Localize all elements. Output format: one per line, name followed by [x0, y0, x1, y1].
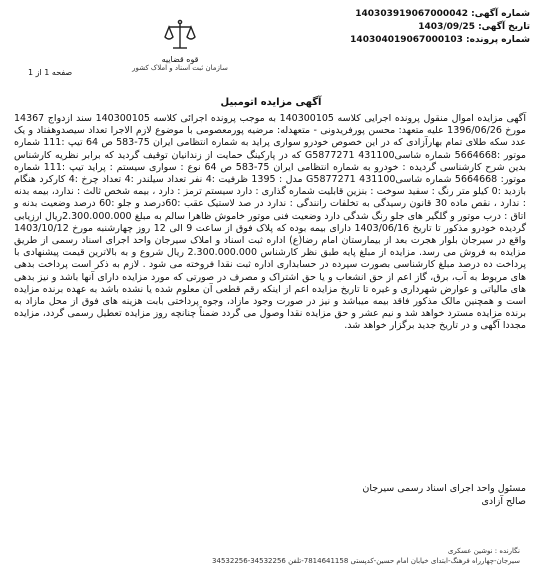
- ad-date: تاریخ آگهی: 1403/09/25: [418, 22, 530, 32]
- page-number: صفحه 1 از 1: [28, 68, 73, 77]
- signature-title: مسئول واحد اجرای اسناد رسمی سیرجان: [362, 483, 526, 494]
- signature-name: صالح آزادی: [481, 496, 526, 507]
- scales-of-justice-icon: [162, 18, 198, 54]
- ad-metadata: [280, 8, 530, 47]
- ad-number: شماره آگهی: 140303919067000042: [355, 9, 530, 19]
- logo-text-judiciary: قوه قضاییه: [161, 55, 199, 64]
- footer-address: سیرجان-چهارراه فرهنگ-ابتدای خیابان امام حسین-کدپستی 7814641158-تلفن 34532256-34532256: [212, 557, 520, 565]
- logo-text-registration-org: سازمان ثبت اسناد و املاک کشور: [132, 64, 228, 72]
- footer-author: نگارنده : نوشین عسکری: [447, 547, 520, 555]
- signature-block: [226, 482, 526, 508]
- notice-title: آگهی مزایده اتومبیل: [220, 97, 322, 108]
- judiciary-logo: [120, 18, 240, 88]
- notice-body: [14, 113, 526, 333]
- notice-paragraph: آگهی مزایده اموال منقول پرونده اجرایی کلاسه 140300105 به موجب پرونده اجرائی کلاسه 140300105 سند ازدواج 14367 مورخ 1396/06/26 علیه متعهد: محسن پورفریدونی - متعهدله: مرضیه پورمعصومی با موضوع لازم الاجرا تعداد سیصدوهفتاد و یک عدد سکه طلای تمام بهارآزادی که در این خصوص خودرو سواری پراید به شماره انتظامی ایران 75-583 ص 64 تیپ :111 شماره موتور :5664668 شماره شاسی431100 G5877271 که در پارکینگ حمایت از زندانیان توقیف گردید که برابر نظریه کارشناس بدین شرح کارشناسی گردیده : خودرو به شماره انتظامی ایران 75-583 ص 64 نوع : سواری سیستم : پراید تیپ :111 شماره موتور: 5664668 شماره شاسی431100 G5877271 مدل : 1395 ظرفیت :4 نفر تعداد سیلندر :4 تعداد چرخ :4 کارکرد هنگام بازدید :0 کیلو متر رنگ : سفید سوخت : بنزین قابلیت شماره گذاری : دارد سیستم ترمز : دارد ، بیمه شخص ثالث : ندارد، بیمه بدنه : ندارد ، نقص ماده 30 قانون رسیدگی به تخلفات رانندگی : ندارد در صد لاستیک عقب :60درصد و جلو :60 درصد وضعیت بدنه و اتاق : درب موتور و گلگیر های جلو رنگ شدگی دارد وضعیت فنی موتور خاموش ظاهرا سالم به مبلغ 2.300.000.000ریال ارزیابی گردیده خودرو مذکور تا تاریخ 1403/06/16 دارای بیمه بوده که پلاک فوق از ساعت 9 الی 12 روز چهارشنبه مورخ 1403/10/12 واقع در سیرجان بلوار هجرت بعد از بیمارستان امام رضا(ع) اداره ثبت اسناد و املاک سیرجان واحد اجرای اسناد رسمی از طریق مزایده به فروش می رسد. مزایده از مبلغ پایه طبق نظر کارشناس 2.300.000.000 ریال شروع و به بالاترین قیمت پیشنهادی با پرداخت ده درصد مبلغ کارشناسی بصورت سپرده در حسابداری اداره ثبت نقدا فروخته می شود . لازم به ذکر است پرداخت بدهی های مربوط به آب، برق، گاز اعم از حق انشعاب و یا حق اشتراک و مصرف در صورتی که مورد مزایده دارای آنها باشد و نیز بدهی های مالیاتی و عوارض شهرداری و غیره تا تاریخ مزایده اعم از اینکه رقم قطعی آن معلوم شده یا نشده باشد به عهده برنده مزایده است و همچنین مالک مذکور فاقد بیمه میباشد و نیز در صورت وجود مازاد، وجوه پرداختی بابت هزینه های فوق از محل مازاد به برنده مزایده مسترد خواهد شد و نیم عشر و حق مزایده نقدا وصول می گردد ضمناً چنانچه روز مزایده تعطیل رسمی گردد، مزایده مجددا آگهی و در تاریخ جدید برگزار خواهد شد.: [14, 113, 527, 332]
- case-number: شماره پرونده: 140304019067000103: [350, 35, 530, 45]
- document-header: [0, 0, 542, 92]
- document-footer: [60, 546, 520, 566]
